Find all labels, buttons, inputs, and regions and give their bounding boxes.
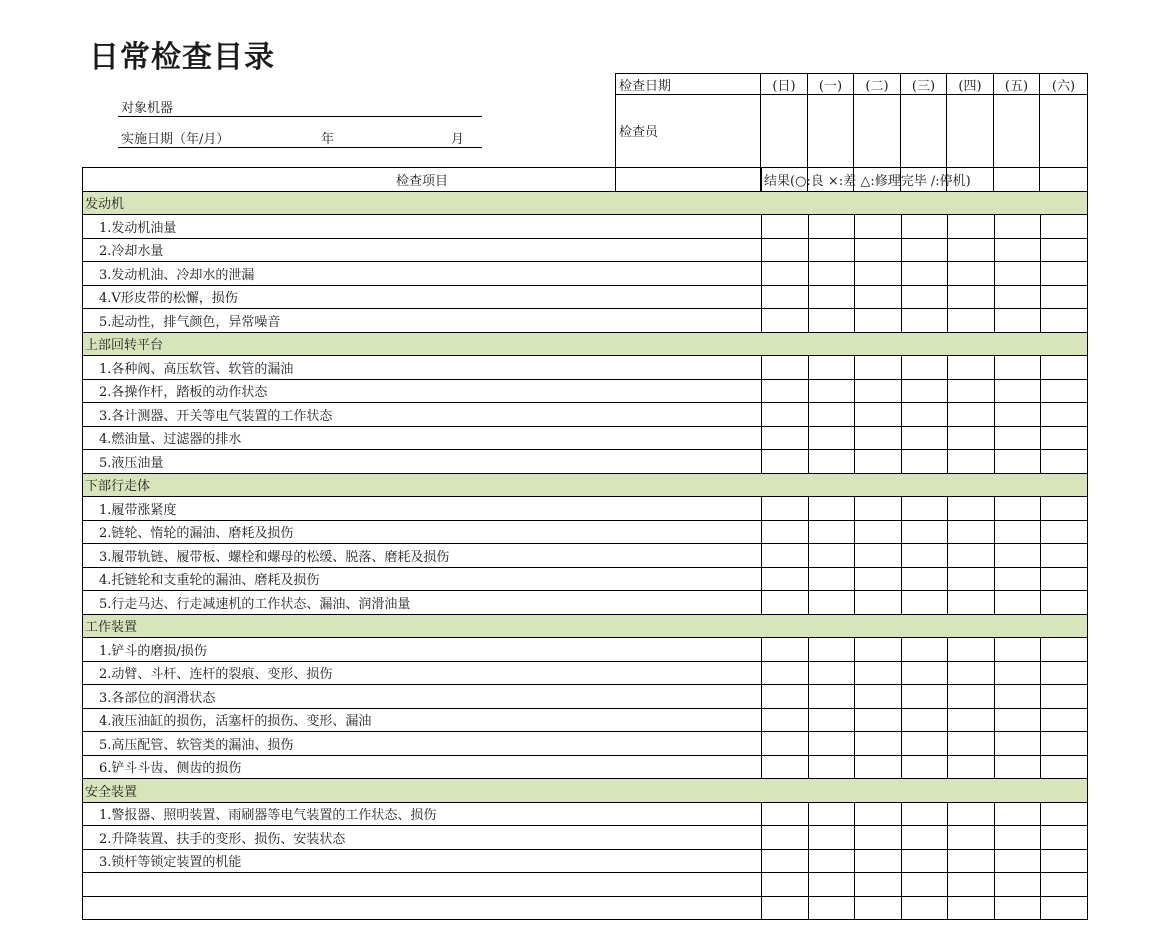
result-cell[interactable]	[809, 685, 855, 709]
day-sat: (六)	[1040, 74, 1088, 95]
result-cell[interactable]	[1041, 708, 1088, 732]
result-cell[interactable]	[1041, 403, 1088, 427]
result-cell[interactable]	[948, 309, 995, 333]
result-cell[interactable]	[762, 661, 809, 685]
result-cell[interactable]	[948, 755, 995, 779]
section-title: 上部回转平台	[83, 332, 1088, 356]
result-cell[interactable]	[855, 520, 902, 544]
result-cell[interactable]	[902, 379, 948, 403]
result-cell[interactable]	[762, 215, 809, 239]
result-cell[interactable]	[995, 873, 1041, 897]
result-cell[interactable]	[809, 755, 855, 779]
result-cell[interactable]	[855, 356, 902, 380]
result-cell[interactable]	[902, 732, 948, 756]
result-cell[interactable]	[902, 708, 948, 732]
result-cell[interactable]	[902, 802, 948, 826]
result-cell[interactable]	[855, 638, 902, 662]
result-cell[interactable]	[902, 262, 948, 286]
table-row	[83, 873, 1088, 897]
result-cell[interactable]	[902, 544, 948, 568]
table-row	[83, 755, 1088, 779]
check-item-label: 1.铲斗的磨损/损伤	[83, 638, 762, 662]
table-row	[83, 826, 1088, 850]
table-row	[83, 685, 1088, 709]
check-item-label: 5.高压配管、软管类的漏油、损伤	[83, 732, 762, 756]
result-cell[interactable]	[855, 732, 902, 756]
table-row	[83, 356, 1088, 380]
table-row	[83, 708, 1088, 732]
table-row	[83, 849, 1088, 873]
result-cell[interactable]	[995, 426, 1041, 450]
result-cell[interactable]	[902, 497, 948, 521]
result-cell[interactable]	[762, 708, 809, 732]
result-cell[interactable]	[995, 262, 1041, 286]
result-cell[interactable]	[995, 356, 1041, 380]
table-row	[83, 732, 1088, 756]
result-cell[interactable]	[1041, 849, 1088, 873]
result-cell[interactable]	[995, 567, 1041, 591]
table-row	[83, 450, 1088, 474]
result-cell[interactable]	[809, 732, 855, 756]
result-cell[interactable]	[995, 379, 1041, 403]
result-cell[interactable]	[855, 285, 902, 309]
check-item-label: 1.警报器、照明装置、雨刷器等电气装置的工作状态、损伤	[83, 802, 762, 826]
result-cell[interactable]	[902, 285, 948, 309]
result-cell[interactable]	[948, 896, 995, 920]
result-cell[interactable]	[762, 873, 809, 897]
result-cell[interactable]	[809, 238, 855, 262]
table-row	[83, 262, 1088, 286]
result-cell[interactable]	[995, 215, 1041, 239]
check-item-label: 3.履带轨链、履带板、螺栓和螺母的松缓、脱落、磨耗及损伤	[83, 544, 762, 568]
result-cell[interactable]	[902, 403, 948, 427]
result-cell[interactable]	[809, 896, 855, 920]
result-cell[interactable]	[948, 661, 995, 685]
check-item-label: 2.升降装置、扶手的变形、损伤、安装状态	[83, 826, 762, 850]
result-cell[interactable]	[995, 309, 1041, 333]
result-cell[interactable]	[809, 591, 855, 615]
result-cell[interactable]	[1041, 802, 1088, 826]
result-cell[interactable]	[855, 403, 902, 427]
result-cell[interactable]	[1041, 638, 1088, 662]
result-cell[interactable]	[902, 238, 948, 262]
result-cell[interactable]	[902, 849, 948, 873]
table-row	[83, 285, 1088, 309]
result-cell[interactable]	[1041, 426, 1088, 450]
result-cell[interactable]	[995, 591, 1041, 615]
result-cell[interactable]	[948, 262, 995, 286]
result-cell[interactable]	[1041, 567, 1088, 591]
result-cell[interactable]	[1041, 732, 1088, 756]
section-title: 发动机	[83, 191, 1088, 215]
result-cell[interactable]	[855, 497, 902, 521]
table-row	[83, 544, 1088, 568]
day-tue: (二)	[854, 74, 901, 95]
table-row	[83, 520, 1088, 544]
result-cell[interactable]	[1041, 379, 1088, 403]
result-cell[interactable]	[902, 520, 948, 544]
checklist-table	[82, 167, 1088, 920]
table-row	[83, 567, 1088, 591]
result-cell[interactable]	[855, 450, 902, 474]
result-cell[interactable]	[948, 826, 995, 850]
target-machine-label: 对象机器	[121, 101, 174, 116]
result-cell[interactable]	[948, 520, 995, 544]
section-row	[83, 473, 1088, 497]
result-cell[interactable]	[855, 238, 902, 262]
result-cell[interactable]	[855, 708, 902, 732]
day-fri: (五)	[994, 74, 1040, 95]
result-cell[interactable]	[948, 591, 995, 615]
date-line[interactable]	[118, 147, 482, 148]
result-cell[interactable]	[948, 497, 995, 521]
result-cell[interactable]	[902, 426, 948, 450]
result-cell[interactable]	[762, 849, 809, 873]
result-cell[interactable]	[809, 638, 855, 662]
result-cell[interactable]	[855, 873, 902, 897]
result-cell[interactable]	[762, 262, 809, 286]
page-title: 日常检查目录	[89, 40, 275, 75]
result-cell[interactable]	[1041, 356, 1088, 380]
check-item-label: 4.液压油缸的损伤，活塞杆的损伤、变形、漏油	[83, 708, 762, 732]
table-row	[83, 591, 1088, 615]
result-cell[interactable]	[855, 896, 902, 920]
result-cell[interactable]	[762, 379, 809, 403]
result-cell[interactable]	[855, 262, 902, 286]
check-item-label: 2.链轮、惰轮的漏油、磨耗及损伤	[83, 520, 762, 544]
result-cell[interactable]	[995, 826, 1041, 850]
check-item-label: 5.起动性，排气颜色，异常噪音	[83, 309, 762, 333]
result-cell[interactable]	[1041, 685, 1088, 709]
result-cell[interactable]	[809, 708, 855, 732]
section-title: 工作装置	[83, 614, 1088, 638]
check-item-label: 3.各计测器、开关等电气装置的工作状态	[83, 403, 762, 427]
result-cell[interactable]	[1041, 873, 1088, 897]
result-cell[interactable]	[762, 826, 809, 850]
check-item-label: 4.托链轮和支重轮的漏油、磨耗及损伤	[83, 567, 762, 591]
result-cell[interactable]	[995, 849, 1041, 873]
result-cell[interactable]	[902, 826, 948, 850]
result-cell[interactable]	[995, 638, 1041, 662]
result-cell[interactable]	[995, 497, 1041, 521]
check-date-label: 检查日期	[616, 74, 761, 95]
result-cell[interactable]	[995, 238, 1041, 262]
result-cell[interactable]	[1041, 826, 1088, 850]
table-row	[83, 638, 1088, 662]
result-cell[interactable]	[1041, 450, 1088, 474]
result-cell[interactable]	[809, 873, 855, 897]
result-cell[interactable]	[1041, 497, 1088, 521]
result-cell[interactable]	[1041, 544, 1088, 568]
check-item-label: 1.发动机油量	[83, 215, 762, 239]
day-mon: (一)	[808, 74, 854, 95]
result-cell[interactable]	[762, 685, 809, 709]
result-cell[interactable]	[809, 520, 855, 544]
target-machine-line[interactable]	[118, 116, 482, 117]
section-row	[83, 779, 1088, 803]
result-cell[interactable]	[1041, 285, 1088, 309]
result-cell[interactable]	[995, 403, 1041, 427]
check-item-label: 2.动臂、斗杆、连杆的裂痕、变形、损伤	[83, 661, 762, 685]
item-header: 检查项目	[83, 168, 762, 192]
result-cell[interactable]	[948, 873, 995, 897]
result-cell[interactable]	[902, 873, 948, 897]
result-cell[interactable]	[995, 544, 1041, 568]
result-cell[interactable]	[948, 215, 995, 239]
result-cell[interactable]	[948, 544, 995, 568]
result-cell[interactable]	[762, 450, 809, 474]
check-item-label: 4.燃油量、过滤器的排水	[83, 426, 762, 450]
result-cell[interactable]	[995, 896, 1041, 920]
check-item-label	[83, 896, 762, 920]
check-item-label: 2.冷却水量	[83, 238, 762, 262]
result-cell[interactable]	[948, 802, 995, 826]
result-cell[interactable]	[809, 215, 855, 239]
result-cell[interactable]	[809, 849, 855, 873]
result-cell[interactable]	[902, 638, 948, 662]
result-cell[interactable]	[995, 285, 1041, 309]
result-cell[interactable]	[902, 685, 948, 709]
result-cell[interactable]	[948, 403, 995, 427]
result-cell[interactable]	[809, 802, 855, 826]
result-cell[interactable]	[855, 826, 902, 850]
result-cell[interactable]	[809, 826, 855, 850]
check-item-label: 5.行走马达、行走减速机的工作状态、漏油、润滑油量	[83, 591, 762, 615]
section-row	[83, 614, 1088, 638]
result-cell[interactable]	[948, 708, 995, 732]
result-cell[interactable]	[995, 708, 1041, 732]
result-cell[interactable]	[1041, 238, 1088, 262]
result-cell[interactable]	[762, 356, 809, 380]
month-label: 月	[451, 132, 465, 147]
check-item-label: 1.履带涨紧度	[83, 497, 762, 521]
result-cell[interactable]	[995, 661, 1041, 685]
result-cell[interactable]	[948, 238, 995, 262]
result-cell[interactable]	[855, 309, 902, 333]
result-cell[interactable]	[855, 802, 902, 826]
result-cell[interactable]	[809, 497, 855, 521]
result-legend: 结果(○:良 ×:差 △:修理完毕 /:停机)	[762, 168, 1088, 192]
result-cell[interactable]	[809, 544, 855, 568]
result-cell[interactable]	[762, 285, 809, 309]
result-cell[interactable]	[995, 755, 1041, 779]
result-cell[interactable]	[948, 379, 995, 403]
result-cell[interactable]	[809, 356, 855, 380]
result-cell[interactable]	[902, 896, 948, 920]
result-cell[interactable]	[809, 379, 855, 403]
section-row	[83, 191, 1088, 215]
result-cell[interactable]	[995, 520, 1041, 544]
result-cell[interactable]	[762, 567, 809, 591]
result-cell[interactable]	[762, 896, 809, 920]
result-cell[interactable]	[762, 497, 809, 521]
result-cell[interactable]	[1041, 309, 1088, 333]
result-cell[interactable]	[902, 356, 948, 380]
result-cell[interactable]	[855, 661, 902, 685]
result-cell[interactable]	[1041, 755, 1088, 779]
table-row	[83, 802, 1088, 826]
table-row	[83, 497, 1088, 521]
day-thu: (四)	[947, 74, 994, 95]
result-cell[interactable]	[855, 591, 902, 615]
result-cell[interactable]	[809, 426, 855, 450]
result-cell[interactable]	[1041, 262, 1088, 286]
result-cell[interactable]	[902, 661, 948, 685]
result-cell[interactable]	[855, 849, 902, 873]
year-label: 年	[321, 132, 335, 147]
date-label: 实施日期（年/月）	[121, 132, 230, 147]
result-cell[interactable]	[902, 215, 948, 239]
result-cell[interactable]	[948, 426, 995, 450]
result-cell[interactable]	[855, 379, 902, 403]
result-cell[interactable]	[809, 567, 855, 591]
check-item-label	[83, 873, 762, 897]
result-cell[interactable]	[762, 638, 809, 662]
result-cell[interactable]	[762, 591, 809, 615]
result-cell[interactable]	[948, 285, 995, 309]
result-cell[interactable]	[995, 732, 1041, 756]
result-cell[interactable]	[948, 450, 995, 474]
result-cell[interactable]	[762, 802, 809, 826]
result-cell[interactable]	[809, 403, 855, 427]
day-sun: (日)	[761, 74, 808, 95]
table-row	[83, 215, 1088, 239]
check-item-label: 4.V形皮带的松懈，损伤	[83, 285, 762, 309]
result-cell[interactable]	[855, 426, 902, 450]
result-cell[interactable]	[948, 849, 995, 873]
result-cell[interactable]	[809, 661, 855, 685]
section-row	[83, 332, 1088, 356]
table-row	[83, 238, 1088, 262]
check-item-label: 3.锁杆等锁定装置的机能	[83, 849, 762, 873]
result-cell[interactable]	[948, 638, 995, 662]
check-item-label: 2.各操作杆，踏板的动作状态	[83, 379, 762, 403]
result-cell[interactable]	[855, 215, 902, 239]
result-cell[interactable]	[1041, 591, 1088, 615]
result-cell[interactable]	[762, 238, 809, 262]
table-row	[83, 403, 1088, 427]
result-cell[interactable]	[902, 567, 948, 591]
result-cell[interactable]	[902, 450, 948, 474]
result-cell[interactable]	[762, 755, 809, 779]
table-row	[83, 426, 1088, 450]
result-cell[interactable]	[948, 356, 995, 380]
table-row	[83, 661, 1088, 685]
result-cell[interactable]	[1041, 896, 1088, 920]
result-cell[interactable]	[902, 591, 948, 615]
result-cell[interactable]	[762, 732, 809, 756]
result-cell[interactable]	[762, 544, 809, 568]
section-title: 安全装置	[83, 779, 1088, 803]
check-item-label: 3.各部位的润滑状态	[83, 685, 762, 709]
result-cell[interactable]	[948, 732, 995, 756]
result-cell[interactable]	[855, 544, 902, 568]
result-cell[interactable]	[809, 450, 855, 474]
result-cell[interactable]	[762, 309, 809, 333]
result-cell[interactable]	[762, 426, 809, 450]
result-cell[interactable]	[902, 755, 948, 779]
check-item-label: 1.各种阀、高压软管、软管的漏油	[83, 356, 762, 380]
result-cell[interactable]	[855, 755, 902, 779]
result-cell[interactable]	[1041, 520, 1088, 544]
table-row	[83, 896, 1088, 920]
result-cell[interactable]	[948, 567, 995, 591]
result-cell[interactable]	[948, 685, 995, 709]
result-cell[interactable]	[855, 685, 902, 709]
result-cell[interactable]	[855, 567, 902, 591]
result-cell[interactable]	[809, 262, 855, 286]
result-cell[interactable]	[1041, 215, 1088, 239]
result-cell[interactable]	[762, 403, 809, 427]
result-cell[interactable]	[1041, 661, 1088, 685]
check-item-label: 6.铲斗斗齿、侧齿的损伤	[83, 755, 762, 779]
table-row	[83, 309, 1088, 333]
result-cell[interactable]	[762, 520, 809, 544]
inspector-label: 检查员	[616, 95, 761, 192]
result-cell[interactable]	[995, 450, 1041, 474]
result-cell[interactable]	[995, 802, 1041, 826]
result-cell[interactable]	[809, 309, 855, 333]
check-item-label: 3.发动机油、冷却水的泄漏	[83, 262, 762, 286]
day-wed: (三)	[901, 74, 947, 95]
result-cell[interactable]	[995, 685, 1041, 709]
table-row	[83, 379, 1088, 403]
result-cell[interactable]	[902, 309, 948, 333]
check-item-label: 5.液压油量	[83, 450, 762, 474]
section-title: 下部行走体	[83, 473, 1088, 497]
result-cell[interactable]	[809, 285, 855, 309]
